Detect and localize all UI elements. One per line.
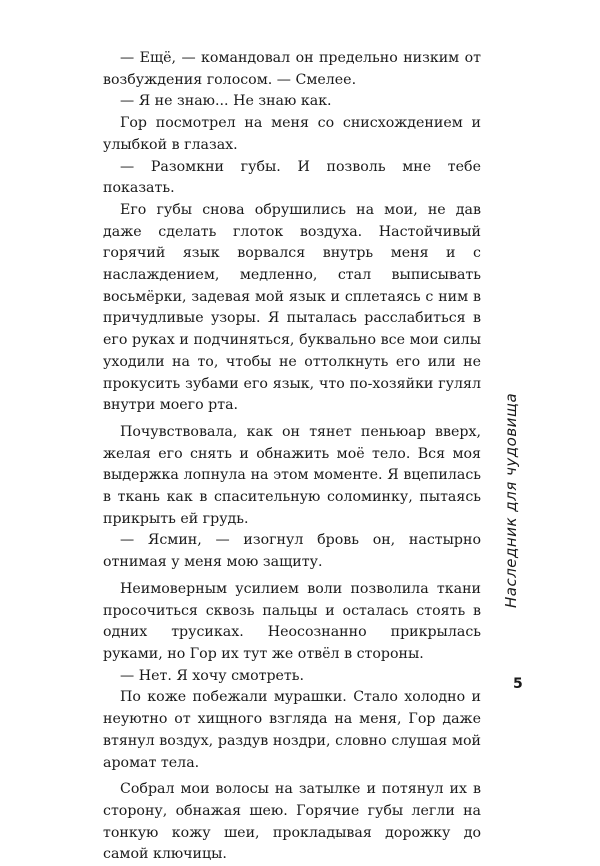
page-number: 5 bbox=[513, 676, 523, 692]
paragraph: — Ясмин, — изогнул бровь он, настырно отнимая у меня мою защиту. bbox=[103, 532, 481, 571]
paragraph: Его губы снова обрушились на мои, не дав даже сделать глоток воздуха. Настойчивый горячий язык ворвался внутрь меня и с наслаждением, медленно, стал выписывать восьмёрки, задевая мой язык и сплетаясь с ним в причудливые узоры. Я пыталась расслабиться в его руках и подчиняться, буквально все мои силы уходили на то, чтобы не оттолкнуть его или не прокусить зубами его язык, что по-хозяйки гулял внутри моего рта. bbox=[103, 201, 481, 414]
paragraph: По коже побежали мурашки. Стало холодно и неуютно от хищного взгляда на меня, Гор даже втянул воздух, раздув ноздри, словно слушая мой аромат тела. bbox=[103, 689, 481, 771]
paragraph: Собрал мои волосы на затылке и потянул их в сторону, обнажая шею. Горячие губы легли на тонкую кожу шеи, прокладывая дорожку до самой ключицы. bbox=[103, 781, 481, 863]
paragraph: Гор посмотрел на меня со снисхождением и улыбкой в глазах. bbox=[103, 115, 481, 153]
running-title: Наследник для чудовища bbox=[502, 392, 520, 608]
paragraph: Неимоверным усилием воли позволила ткани просочиться сквозь пальцы и осталась стоять в одних трусиках. Неосознанно прикрылась руками, но Гор их тут же отвёл в стороны. bbox=[103, 580, 481, 662]
paragraph: — Разомкни губы. И позволь мне тебе показать. bbox=[103, 158, 481, 197]
paragraph: Почувствовала, как он тянет пеньюар вверх, желая его снять и обнажить моё тело. Вся моя выдержка лопнула на этом моменте. Я вцепилась в ткань как в спасительную соломинку, пытаясь прикрыть ей грудь. bbox=[103, 423, 481, 527]
paragraph: — Нет. Я хочу смотреть. bbox=[120, 667, 305, 684]
body-text bbox=[103, 48, 481, 866]
paragraph: — Ещё, — командовал он предельно низким от возбуждения голосом. — Смелее. bbox=[103, 50, 481, 88]
paragraph: — Я не знаю... Не знаю как. bbox=[120, 93, 332, 110]
